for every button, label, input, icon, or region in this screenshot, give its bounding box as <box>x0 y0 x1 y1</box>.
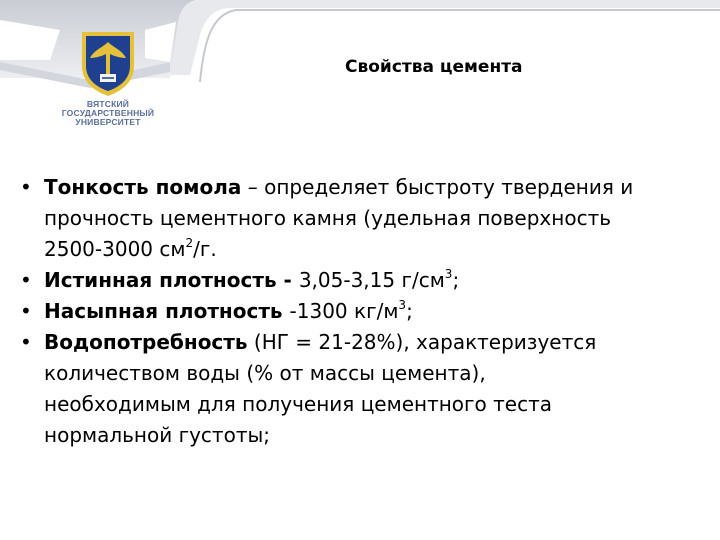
bullet-line <box>44 234 710 265</box>
bullet-line: количеством воды (% от массы цемента), <box>44 361 486 385</box>
bullet-marker: • <box>20 175 32 199</box>
bullet-text: (НГ = 21-28%), характеризуется <box>247 330 597 354</box>
bullet-term: Истинная плотность - <box>44 268 299 292</box>
superscript: 2 <box>185 236 194 251</box>
university-name-line-3: УНИВЕРСИТЕТ <box>75 117 141 127</box>
university-name-line-2: ГОСУДАРСТВЕННЫЙ <box>61 108 155 118</box>
bullet-line: необходимым для получения цементного теста <box>44 392 552 416</box>
bullet-item-true-density <box>20 265 710 296</box>
bullet-term: Водопотребность <box>44 330 248 354</box>
bullet-line: нормальной густоты; <box>44 423 270 447</box>
bullet-item-fineness <box>20 172 710 265</box>
bullet-line: прочность цементного камня (удельная поверхность <box>44 206 612 230</box>
bullet-line <box>44 327 710 358</box>
bullet-term: Насыпная плотность <box>44 299 290 323</box>
bullet-term: Тонкость помола <box>44 175 242 199</box>
superscript: 3 <box>398 298 407 313</box>
bullet-text: – определяет быстроту твердения и <box>241 175 634 199</box>
bullet-line <box>44 265 710 296</box>
bullet-marker: • <box>20 268 32 292</box>
bullet-text: 3,05-3,15 г/см <box>298 268 445 292</box>
slide-title: Свойства цемента <box>345 57 523 77</box>
university-name-line-1: ВЯТСКИЙ <box>86 99 130 109</box>
bullet-marker: • <box>20 330 32 354</box>
bullet-item-water-demand <box>20 327 710 451</box>
bullet-line <box>44 172 710 203</box>
university-logo <box>78 28 138 98</box>
bullet-list <box>20 172 710 451</box>
bullet-text: 2500-3000 см <box>44 237 186 261</box>
bullet-line <box>44 296 710 327</box>
bullet-marker: • <box>20 299 32 323</box>
bullet-text: ; <box>406 299 413 323</box>
bullet-item-bulk-density <box>20 296 710 327</box>
bullet-text: /г. <box>193 237 217 261</box>
bullet-text: ; <box>452 268 460 292</box>
superscript: 3 <box>444 267 453 282</box>
university-name <box>40 100 176 127</box>
bullet-text: -1300 кг/м <box>289 299 399 323</box>
